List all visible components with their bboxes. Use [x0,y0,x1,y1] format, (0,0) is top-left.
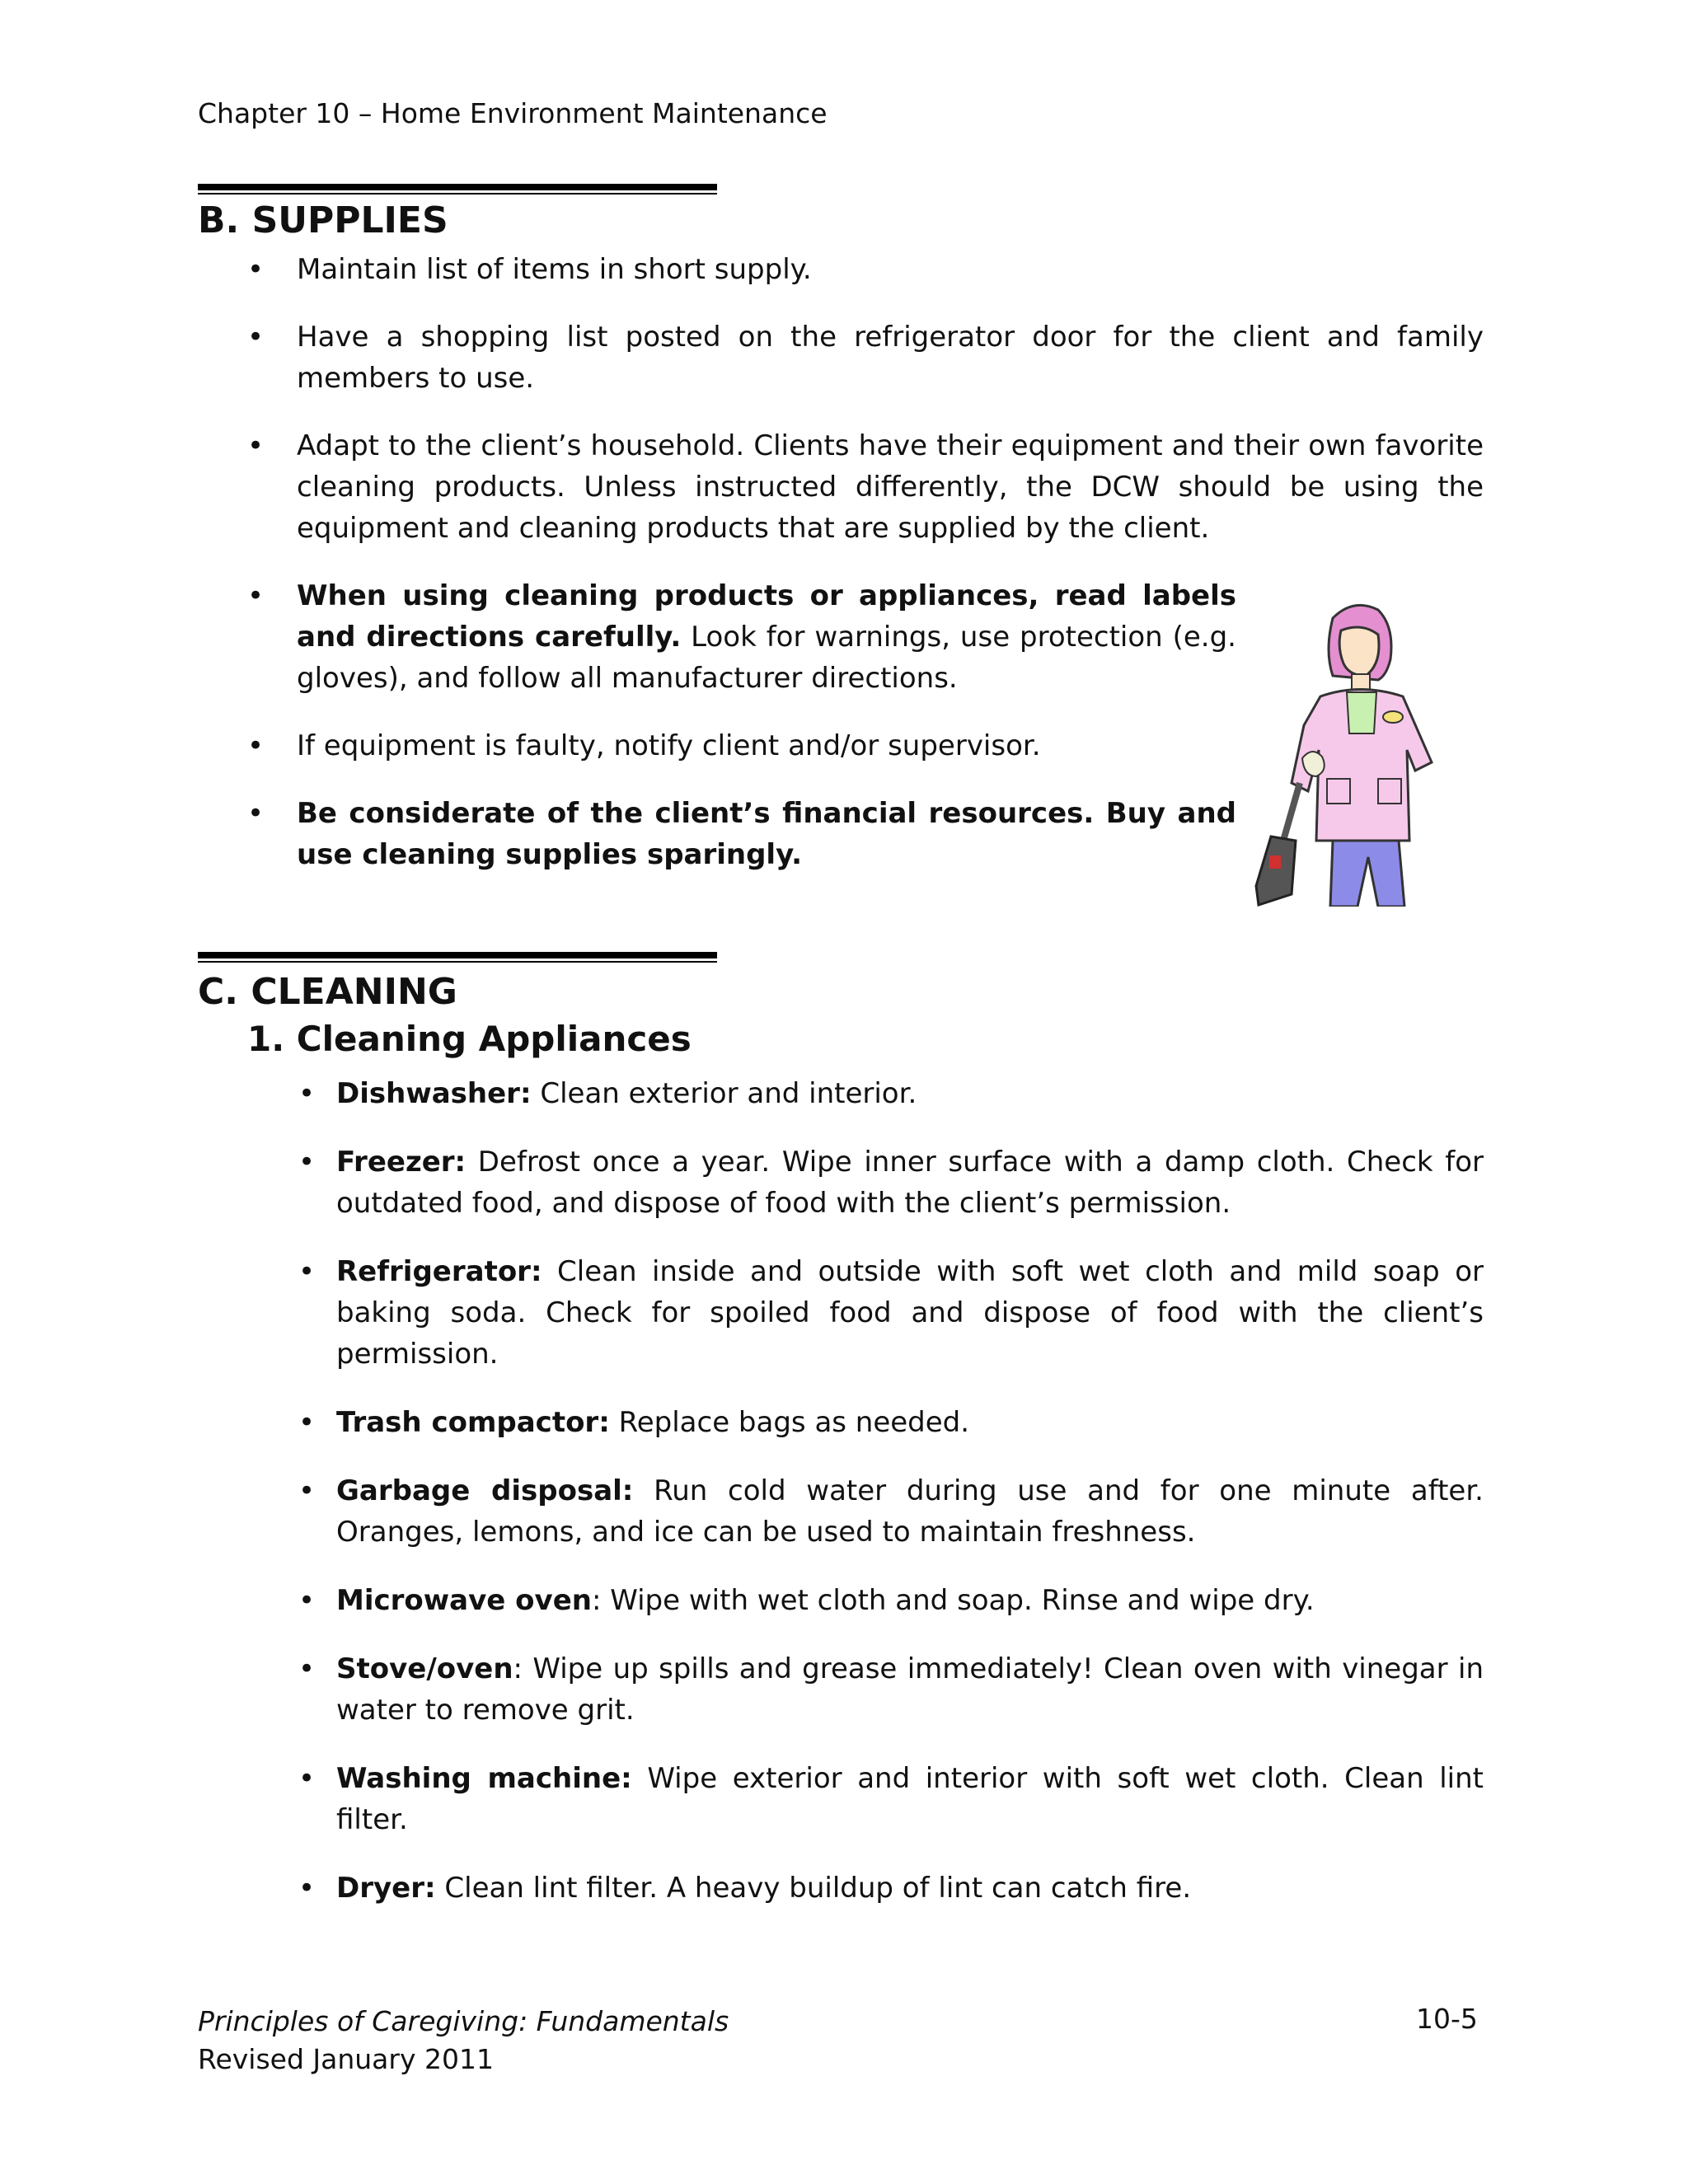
bullet-icon: • [298,1077,316,1110]
footer [198,2003,729,2079]
bullet-icon: • [298,1872,316,1905]
section-rule [198,184,717,194]
footer-book-title: Principles of Caregiving: Fundamentals [198,2005,729,2037]
list-item: • Dishwasher: Clean exterior and interior. [336,1073,1484,1114]
bullet-icon: • [298,1146,316,1179]
running-header: Chapter 10 – Home Environment Maintenance [198,97,828,129]
bullet-icon: • [247,429,265,462]
list-item: • Have a shopping list posted on the refrigerator door for the client and family members to use. [297,316,1484,399]
subsection-title-cleaning-appliances: 1. Cleaning Appliances [247,1019,692,1059]
list-item: • Dryer: Clean lint filter. A heavy buildup of lint can catch fire. [336,1868,1484,1909]
page-number: 10-5 [1416,2003,1478,2035]
bullet-icon: • [247,797,265,830]
list-item: • Stove/oven: Wipe up spills and grease immediately! Clean oven with vinegar in water to remove grit. [336,1648,1484,1731]
bullet-icon: • [247,729,265,762]
list-item: • When using cleaning products or appliances, read labels and directions carefully. Look for warnings, use protection (e.g. gloves), and follow all manufacturer directions. [297,575,1236,699]
list-item: • Freezer: Defrost once a year. Wipe inner surface with a damp cloth. Check for outdated food, and dispose of food with the client’s permission. [336,1141,1484,1224]
bullet-icon: • [298,1652,316,1685]
list-item: • If equipment is faulty, notify client and/or supervisor. [297,725,1236,766]
list-item: • Refrigerator: Clean inside and outside with soft wet cloth and mild soap or baking soda. Check for spoiled food and dispose of food with the client’s permission. [336,1251,1484,1375]
section-title-cleaning: C. CLEANING [198,971,457,1013]
footer-revised-date: Revised January 2011 [198,2043,494,2075]
appliances-list [298,1073,1484,1909]
bullet-icon: • [298,1762,316,1795]
list-item: • Microwave oven: Wipe with wet cloth and soap. Rinse and wipe dry. [336,1580,1484,1621]
bullet-icon: • [298,1474,316,1507]
list-item: • Maintain list of items in short supply. [297,249,1484,290]
bullet-icon: • [247,321,265,354]
list-item: • Garbage disposal: Run cold water during use and for one minute after. Oranges, lemons, and ice can be used to maintain freshness. [336,1470,1484,1553]
bullet-icon: • [298,1584,316,1617]
list-item: • Adapt to the client’s household. Clients have their equipment and their own favorite cleaning products. Unless instructed differently, the DCW should be using the equipment and cleaning products that are supplied by the client. [297,425,1484,549]
bullet-icon: • [247,253,265,286]
section-rule [198,952,717,963]
list-item: • Washing machine: Wipe exterior and interior with soft wet cloth. Clean lint filter. [336,1758,1484,1840]
section-title-supplies: B. SUPPLIES [198,199,448,241]
list-item: • Be considerate of the client’s financial resources. Buy and use cleaning supplies sparingly. [297,793,1236,875]
list-item: • Trash compactor: Replace bags as needed. [336,1402,1484,1443]
bullet-icon: • [298,1406,316,1439]
bullet-icon: • [247,579,265,612]
caregiver-vacuuming-clipart-icon [1254,593,1461,907]
bullet-icon: • [298,1255,316,1288]
